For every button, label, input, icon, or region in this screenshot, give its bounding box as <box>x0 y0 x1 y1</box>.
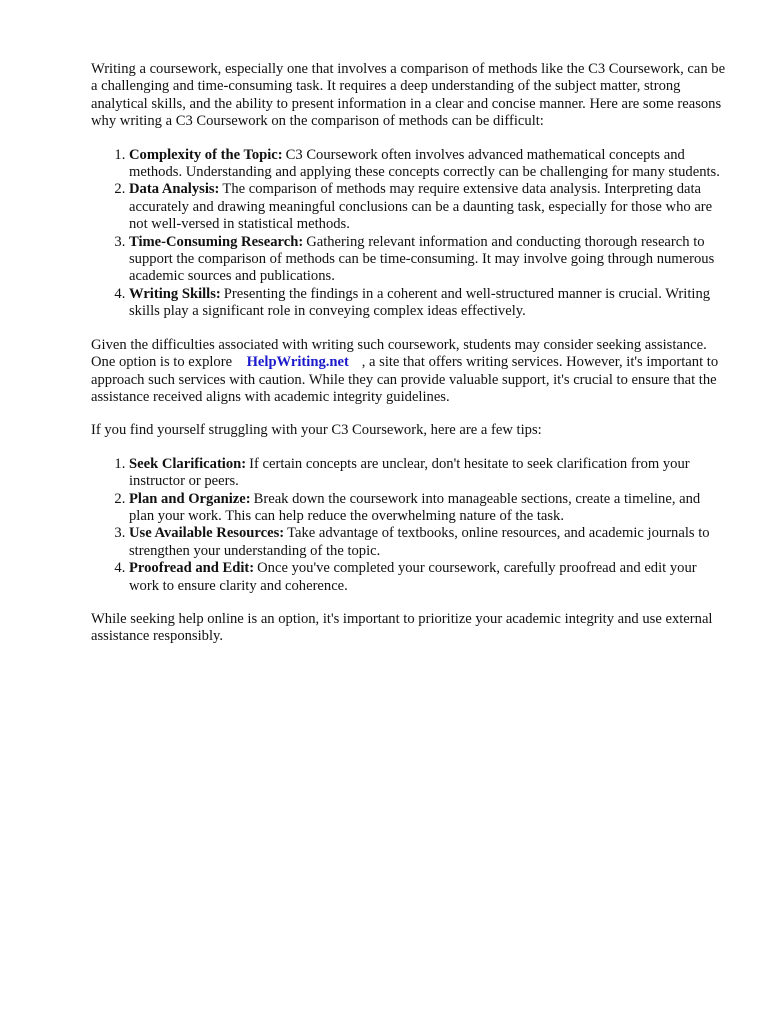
reasons-list <box>91 147 727 321</box>
list-item <box>129 234 727 286</box>
list-item-text: Take advantage of textbooks, online resources, and academic journals to strengthen your understanding of the topic. <box>129 525 710 559</box>
list-item <box>129 456 727 491</box>
list-item-text: C3 Coursework often involves advanced mathematical concepts and methods. Understanding and applying these concepts correctly can be challenging for many students. <box>129 146 720 181</box>
list-item-term: Writing Skills: <box>129 285 221 302</box>
list-item-term: Data Analysis: <box>129 181 220 198</box>
list-item <box>129 147 727 182</box>
list-item <box>129 491 727 526</box>
list-item <box>129 525 727 560</box>
closing-paragraph: While seeking help online is an option, it's important to prioritize your academic integrity and use external assistance responsibly. <box>91 610 713 645</box>
assistance-text-before: Given the difficulties associated with writing such coursework, students may consider seeking assistance. One option is to explore <box>91 336 707 371</box>
list-item-term: Use Available Resources: <box>129 525 285 542</box>
assistance-paragraph <box>91 337 727 407</box>
assistance-text-after: , a site that offers writing services. However, it's important to approach such services with caution. While they can provide valuable support, it's crucial to ensure that the assistance received aligns with academic integrity guidelines. <box>91 354 719 405</box>
list-item-term: Plan and Organize: <box>129 490 251 507</box>
list-item-text: Presenting the findings in a coherent and well-structured manner is crucial. Writing skills play a significant role in conveying complex ideas effectively. <box>129 285 711 320</box>
list-item-term: Complexity of the Topic: <box>129 146 283 163</box>
list-item-term: Seek Clarification: <box>129 455 247 472</box>
tips-intro-paragraph: If you find yourself struggling with your C3 Coursework, here are a few tips: <box>91 422 542 439</box>
list-item-term: Time-Consuming Research: <box>129 233 304 250</box>
list-item <box>129 286 727 321</box>
list-item-text: If certain concepts are unclear, don't hesitate to seek clarification from your instructor or peers. <box>129 455 690 490</box>
list-item-text: Break down the coursework into manageable sections, create a timeline, and plan your work. This can help reduce the overwhelming nature of the task. <box>129 490 701 524</box>
list-item <box>129 181 727 233</box>
helpwriting-link[interactable]: HelpWriting.net <box>246 354 349 371</box>
list-item <box>129 560 727 595</box>
intro-paragraph: Writing a coursework, especially one that involves a comparison of methods like the C3 Coursework, can be a challenging and time-consuming task. It requires a deep understanding of the subject matter, strong analytical skills, and the ability to present information in a clear and concise manner. Here are some reasons why writing a C3 Coursework on the comparison of methods can be difficult: <box>91 61 726 130</box>
tips-list <box>91 456 727 595</box>
list-item-text: The comparison of methods may require extensive data analysis. Interpreting data accurately and drawing meaningful conclusions can be a daunting task, especially for those who are not well-versed in statistical methods. <box>129 181 713 233</box>
document-page <box>91 61 727 662</box>
list-item-term: Proofread and Edit: <box>129 560 255 577</box>
list-item-text: Gathering relevant information and conducting thorough research to support the comparison of methods can be time-consuming. It may involve going through numerous academic sources and publications. <box>129 233 715 285</box>
list-item-text: Once you've completed your coursework, carefully proofread and edit your work to ensure clarity and coherence. <box>129 560 697 594</box>
